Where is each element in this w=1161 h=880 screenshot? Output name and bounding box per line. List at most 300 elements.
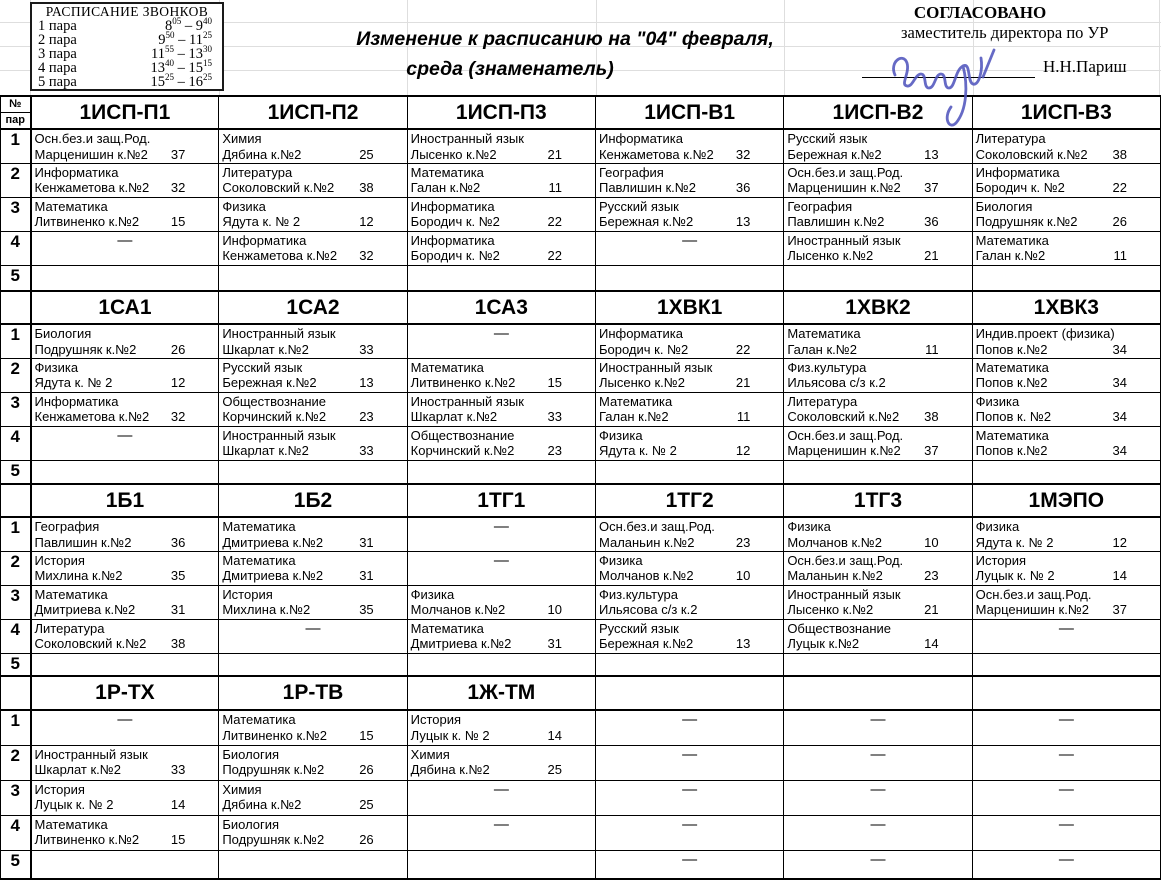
lesson-cell xyxy=(31,551,219,585)
lesson-detail xyxy=(787,443,968,459)
lesson-cabinet-number: 35 xyxy=(359,602,374,617)
schedule-row xyxy=(1,163,1161,197)
lesson-teacher-room: Дмитриева к.№2 xyxy=(222,568,324,583)
pair-column-header xyxy=(1,676,31,710)
no-lesson-dash: — xyxy=(219,619,407,653)
lesson-detail xyxy=(35,214,216,230)
pair-number: 2 xyxy=(1,551,31,585)
schedule-row xyxy=(1,392,1161,426)
lesson-cabinet-number: 15 xyxy=(547,375,562,390)
schedule-row xyxy=(1,850,1161,879)
lesson-cabinet-number: 21 xyxy=(547,146,562,162)
empty-cell xyxy=(595,460,783,484)
lesson-cell xyxy=(595,517,783,551)
lesson-teacher-room: Маланьин к.№2 xyxy=(787,568,883,583)
lesson-teacher-room: Молчанов к.№2 xyxy=(598,568,694,583)
lesson-cabinet-number: 22 xyxy=(735,341,751,357)
lesson-teacher-room: Павлишин к.№2 xyxy=(34,534,132,550)
pair-number: 4 xyxy=(1,426,31,460)
group-header: 1МЭПО xyxy=(972,484,1160,517)
lesson-teacher-room: Бородич к. №2 xyxy=(975,180,1065,195)
lesson-cabinet-number: 11 xyxy=(925,341,939,357)
bell-pair-time: $15^{25} - 16^{25}$ xyxy=(150,72,212,91)
lesson-teacher-room: Павлишин к.№2 xyxy=(787,214,885,229)
lesson-cell xyxy=(972,324,1160,358)
approval-role: заместитель директора по УР xyxy=(901,23,1109,42)
lesson-cabinet-number: 11 xyxy=(548,180,562,195)
schedule-row xyxy=(1,324,1161,358)
group-header: 1СА3 xyxy=(407,291,595,324)
empty-cell xyxy=(784,460,972,484)
lesson-subject: Физика xyxy=(598,552,643,568)
no-lesson-dash: — xyxy=(31,426,219,460)
lesson-cell xyxy=(219,745,407,780)
lesson-teacher-room: Галан к.№2 xyxy=(410,180,481,195)
empty-cell xyxy=(219,265,407,291)
bell-pair-time: $13^{40} - 15^{15}$ xyxy=(150,58,212,77)
lesson-cabinet-number: 15 xyxy=(359,727,374,743)
lesson-detail xyxy=(35,832,216,848)
empty-cell xyxy=(31,460,219,484)
lesson-cabinet-number: 33 xyxy=(547,409,562,424)
lesson-cabinet-number: 14 xyxy=(1112,568,1127,583)
lesson-cell xyxy=(31,129,219,163)
lesson-cell xyxy=(972,163,1160,197)
lesson-subject: Обществознание xyxy=(410,427,515,443)
lesson-detail xyxy=(222,147,403,163)
lesson-subject: История xyxy=(222,586,273,602)
lesson-cell xyxy=(219,324,407,358)
lesson-teacher-room: Соколовский к.№2 xyxy=(787,409,900,424)
lesson-detail xyxy=(35,375,216,391)
empty-cell xyxy=(972,653,1160,676)
no-lesson-dash: — xyxy=(407,780,595,815)
pair-number: 4 xyxy=(1,619,31,653)
pair-number: 3 xyxy=(1,197,31,231)
schedule-row xyxy=(1,710,1161,745)
lesson-subject: Химия xyxy=(410,746,450,762)
bell-pair-time: $11^{55} - 13^{30}$ xyxy=(151,44,212,63)
lesson-subject: Математика xyxy=(787,326,861,341)
lesson-cabinet-number: 31 xyxy=(170,602,186,617)
group-header: 1ТГ1 xyxy=(407,484,595,517)
lesson-teacher-room: Бережная к.№2 xyxy=(222,375,317,390)
lesson-teacher-room: Шкарлат к.№2 xyxy=(222,341,309,357)
lesson-cabinet-number: 25 xyxy=(359,797,374,812)
lesson-cell xyxy=(219,197,407,231)
lesson-detail xyxy=(35,147,216,163)
lesson-teacher-room: Михлина к.№2 xyxy=(222,602,311,617)
pair-number: 2 xyxy=(1,358,31,392)
lesson-subject: Информатика xyxy=(410,232,495,248)
empty-cell xyxy=(784,653,972,676)
lesson-cell xyxy=(407,231,595,265)
lesson-detail xyxy=(787,568,968,584)
lesson-detail xyxy=(35,762,216,778)
lesson-subject: Литература xyxy=(34,620,105,636)
bell-schedule-title: РАСПИСАНИЕ ЗВОНКОВ xyxy=(45,4,209,19)
lesson-teacher-room: Марценишин к.№2 xyxy=(787,443,901,458)
lesson-detail xyxy=(976,602,1157,618)
lesson-subject: Русский язык xyxy=(598,198,679,214)
lesson-subject: Обществознание xyxy=(787,620,891,636)
lesson-subject: География xyxy=(34,519,100,534)
lesson-teacher-room: Подрушняк к.№2 xyxy=(975,214,1078,229)
no-lesson-dash: — xyxy=(595,745,783,780)
lesson-cell xyxy=(784,517,972,551)
bell-pair-time: $8^{05} - 9^{40}$ xyxy=(165,16,212,34)
lesson-cabinet-number: 32 xyxy=(170,180,186,195)
lesson-cell xyxy=(31,815,219,850)
lesson-cell xyxy=(784,551,972,585)
lesson-cell xyxy=(595,426,783,460)
lesson-cabinet-number: 38 xyxy=(170,636,186,651)
lesson-cabinet-number: 37 xyxy=(170,146,186,162)
lesson-detail xyxy=(599,342,780,358)
group-header-empty xyxy=(972,676,1160,710)
no-lesson-dash: — xyxy=(784,850,972,879)
lesson-subject: Математика xyxy=(34,586,108,602)
lesson-teacher-room: Соколовский к.№2 xyxy=(34,636,147,651)
lesson-teacher-room: Литвиненко к.№2 xyxy=(410,375,516,390)
lesson-cabinet-number: 38 xyxy=(1112,146,1127,162)
lesson-detail xyxy=(222,568,403,584)
lesson-cell xyxy=(31,745,219,780)
lesson-cell xyxy=(407,426,595,460)
lesson-teacher-room: Ядута к. № 2 xyxy=(222,214,301,229)
lesson-cell xyxy=(219,815,407,850)
lesson-subject: Иностранный язык xyxy=(787,586,901,602)
lesson-detail xyxy=(35,342,216,358)
lesson-subject: Иностранный язык xyxy=(222,326,336,341)
pair-number: 4 xyxy=(1,231,31,265)
lesson-detail xyxy=(787,248,968,264)
lesson-subject: Осн.без.и защ.Род. xyxy=(34,131,151,146)
no-lesson-dash: — xyxy=(972,815,1160,850)
no-lesson-dash: — xyxy=(784,815,972,850)
no-lesson-dash: — xyxy=(784,745,972,780)
gridline-v xyxy=(1159,0,1160,95)
lesson-cabinet-number: 23 xyxy=(547,443,562,458)
lesson-cabinet-number: 37 xyxy=(1112,602,1127,617)
lesson-detail xyxy=(599,602,780,618)
lesson-subject: Иностранный язык xyxy=(222,427,336,443)
lesson-cell xyxy=(31,780,219,815)
bell-pair-label: 4 пара xyxy=(38,60,77,77)
lesson-subject: Осн.без.и защ.Род. xyxy=(787,427,904,443)
lesson-subject: Иностранный язык xyxy=(598,359,713,375)
lesson-teacher-room: Дябина к.№2 xyxy=(222,797,302,812)
lesson-subject: Физ.культура xyxy=(787,359,867,375)
lesson-teacher-room: Дябина к.№2 xyxy=(222,146,302,162)
lesson-cabinet-number: 12 xyxy=(1112,534,1127,550)
no-lesson-dash: — xyxy=(407,324,595,358)
lesson-cabinet-number: 36 xyxy=(735,180,751,195)
lesson-cabinet-number: 12 xyxy=(170,375,186,390)
bell-schedule-box xyxy=(30,2,224,91)
lesson-cabinet-number: 23 xyxy=(359,409,374,424)
lesson-teacher-room: Литвиненко к.№2 xyxy=(222,727,327,743)
lesson-subject: Физика xyxy=(787,519,831,534)
lesson-subject: Русский язык xyxy=(787,131,868,146)
lesson-detail xyxy=(222,762,403,778)
no-lesson-dash: — xyxy=(595,780,783,815)
lesson-subject: Иностранный язык xyxy=(410,393,524,409)
schedule-row xyxy=(1,460,1161,484)
lesson-subject: Иностранный язык xyxy=(34,746,148,762)
group-header: 1ИСП-В2 xyxy=(784,96,972,129)
lesson-cabinet-number: 14 xyxy=(547,727,562,743)
lesson-detail xyxy=(976,568,1157,584)
lesson-cell xyxy=(31,619,219,653)
schedule-row xyxy=(1,745,1161,780)
schedule-row xyxy=(1,231,1161,265)
lesson-detail xyxy=(787,214,968,230)
lesson-cabinet-number: 36 xyxy=(924,214,939,229)
lesson-subject: Математика xyxy=(975,427,1049,443)
lesson-cabinet-number: 10 xyxy=(547,602,562,617)
approval-heading: СОГЛАСОВАНО xyxy=(913,3,1047,22)
lesson-cabinet-number: 26 xyxy=(1112,214,1127,229)
group-header: 1ИСП-В1 xyxy=(595,96,783,129)
lesson-cabinet-number: 25 xyxy=(547,762,562,777)
lesson-subject: Литература xyxy=(787,393,858,409)
lesson-cell xyxy=(219,585,407,619)
lesson-subject: Информатика xyxy=(975,164,1060,180)
lesson-subject: История xyxy=(34,552,85,568)
lesson-subject: История xyxy=(410,712,462,727)
lesson-subject: Математика xyxy=(34,816,108,832)
lesson-cell xyxy=(219,517,407,551)
lesson-detail xyxy=(599,214,780,230)
bell-pair-time: $9^{50} - 11^{25}$ xyxy=(158,30,212,49)
approver-name: Н.Н.Париш xyxy=(1043,57,1127,76)
lesson-cell xyxy=(784,585,972,619)
lesson-cell xyxy=(31,324,219,358)
lesson-subject: Математика xyxy=(598,393,673,409)
lesson-teacher-room: Шкарлат к.№2 xyxy=(222,443,309,458)
group-header: 1Р-ТВ xyxy=(219,676,407,710)
schedule-row xyxy=(1,517,1161,551)
lesson-cell xyxy=(784,619,972,653)
schedule-row xyxy=(1,426,1161,460)
lesson-teacher-room: Ядута к. № 2 xyxy=(598,443,677,458)
lesson-teacher-room: Литвиненко к.№2 xyxy=(34,832,140,847)
lesson-teacher-room: Соколовский к.№2 xyxy=(975,146,1088,162)
lesson-cabinet-number: 22 xyxy=(1112,180,1127,195)
lesson-detail xyxy=(976,214,1157,230)
lesson-cell xyxy=(972,129,1160,163)
lesson-detail xyxy=(222,342,403,358)
lesson-cabinet-number: 11 xyxy=(736,409,751,424)
schedule-row xyxy=(1,585,1161,619)
lesson-teacher-room: Корчинский к.№2 xyxy=(222,409,327,424)
lesson-cabinet-number: 13 xyxy=(924,146,939,162)
no-lesson-dash: — xyxy=(31,231,219,265)
schedule-row xyxy=(1,265,1161,291)
empty-cell xyxy=(219,653,407,676)
lesson-cabinet-number: 26 xyxy=(359,762,374,777)
lesson-detail xyxy=(222,728,403,744)
lesson-cabinet-number: 14 xyxy=(924,636,939,651)
lesson-teacher-room: Бережная к.№2 xyxy=(787,146,882,162)
top-band xyxy=(0,0,1161,95)
document-title-line2: среда (знаменатель) xyxy=(406,58,614,80)
lesson-teacher-room: Галан к.№2 xyxy=(598,409,669,424)
no-lesson-dash: — xyxy=(595,815,783,850)
lesson-cabinet-number: 31 xyxy=(359,568,374,583)
lesson-detail xyxy=(976,180,1157,196)
group-header: 1ИСП-П2 xyxy=(219,96,407,129)
lesson-cell xyxy=(407,745,595,780)
lesson-cabinet-number: 25 xyxy=(359,146,374,162)
group-header: 1ИСП-П1 xyxy=(31,96,219,129)
lesson-cabinet-number: 12 xyxy=(359,214,374,229)
schedule-row xyxy=(1,653,1161,676)
group-header-empty xyxy=(784,676,972,710)
lesson-teacher-room: Молчанов к.№2 xyxy=(410,602,506,617)
document-title-line1: Изменение к расписанию на "04" февраля, xyxy=(356,28,774,50)
lesson-teacher-room: Попов к.№2 xyxy=(975,443,1048,458)
lesson-cabinet-number: 37 xyxy=(924,180,939,195)
schedule-row xyxy=(1,780,1161,815)
bell-row xyxy=(38,16,216,34)
lesson-cabinet-number: 34 xyxy=(1112,443,1127,458)
lesson-detail xyxy=(222,180,403,196)
lesson-cabinet-number: 21 xyxy=(924,602,939,617)
pair-column-header xyxy=(1,96,31,129)
lesson-teacher-room: Литвиненко к.№2 xyxy=(34,214,140,229)
group-header: 1ИСП-П3 xyxy=(407,96,595,129)
group-header: 1ХВК1 xyxy=(595,291,783,324)
empty-cell xyxy=(31,850,219,879)
lesson-detail xyxy=(787,409,968,425)
group-header: 1СА2 xyxy=(219,291,407,324)
lesson-detail xyxy=(222,214,403,230)
lesson-detail xyxy=(222,535,403,551)
lesson-subject: Химия xyxy=(222,131,262,146)
lesson-subject: Химия xyxy=(222,781,262,797)
lesson-cell xyxy=(407,710,595,745)
lesson-cell xyxy=(407,197,595,231)
schedule-row xyxy=(1,197,1161,231)
lesson-cabinet-number: 12 xyxy=(735,443,751,458)
lesson-detail xyxy=(411,728,592,744)
lesson-subject: Обществознание xyxy=(222,393,327,409)
lesson-cell xyxy=(595,358,783,392)
lesson-subject: Физика xyxy=(222,198,266,214)
lesson-cabinet-number: 11 xyxy=(1113,248,1127,263)
lesson-subject: Биология xyxy=(34,326,92,341)
empty-cell xyxy=(219,850,407,879)
lesson-detail xyxy=(599,568,780,584)
lesson-teacher-room: Попов к.№2 xyxy=(975,341,1048,357)
lesson-detail xyxy=(976,375,1157,391)
lesson-subject: Математика xyxy=(410,164,484,180)
lesson-teacher-room: Ядута к. № 2 xyxy=(34,375,113,390)
signature-line xyxy=(862,62,1035,78)
lesson-detail xyxy=(222,443,403,459)
pair-number: 2 xyxy=(1,163,31,197)
lesson-subject: Осн.без.и защ.Род. xyxy=(975,586,1092,602)
lesson-cabinet-number: 15 xyxy=(170,214,186,229)
lesson-teacher-room: Кенжаметова к.№2 xyxy=(222,248,338,263)
lesson-subject: Математика xyxy=(975,359,1049,375)
pair-number: 4 xyxy=(1,815,31,850)
pair-number: 5 xyxy=(1,460,31,484)
empty-cell xyxy=(972,460,1160,484)
lesson-cabinet-number: 34 xyxy=(1112,375,1127,390)
lesson-detail xyxy=(411,409,592,425)
lesson-teacher-room: Галан к.№2 xyxy=(975,248,1046,263)
lesson-detail xyxy=(35,409,216,425)
lesson-detail xyxy=(222,797,403,813)
lesson-subject: Литература xyxy=(975,131,1046,146)
group-header: 1Б1 xyxy=(31,484,219,517)
lesson-subject: Информатика xyxy=(598,131,683,146)
lesson-cabinet-number: 33 xyxy=(359,443,374,458)
lesson-detail xyxy=(976,248,1157,264)
lesson-teacher-room: Лысенко к.№2 xyxy=(410,146,497,162)
lesson-cabinet-number: 23 xyxy=(735,534,751,550)
schedule-table xyxy=(0,95,1161,880)
pair-col-header-line2: пар xyxy=(5,114,25,126)
lesson-cell xyxy=(784,129,972,163)
lesson-detail xyxy=(976,443,1157,459)
lesson-subject: Русский язык xyxy=(222,359,303,375)
lesson-cabinet-number: 32 xyxy=(170,409,186,424)
lesson-cabinet-number: 23 xyxy=(924,568,939,583)
lesson-detail xyxy=(787,636,968,652)
no-lesson-dash: — xyxy=(595,231,783,265)
group-header: 1ТГ2 xyxy=(595,484,783,517)
schedule-row xyxy=(1,619,1161,653)
lesson-teacher-room: Корчинский к.№2 xyxy=(410,443,515,458)
empty-cell xyxy=(407,265,595,291)
lesson-detail xyxy=(411,248,592,264)
lesson-cell xyxy=(595,163,783,197)
empty-cell xyxy=(31,265,219,291)
lesson-subject: Математика xyxy=(975,232,1049,248)
lesson-subject: Осн.без.и защ.Род. xyxy=(787,552,904,568)
empty-cell xyxy=(31,653,219,676)
lesson-teacher-room: Ильясова с/з к.2 xyxy=(598,602,698,617)
lesson-subject: Информатика xyxy=(222,232,307,248)
lesson-teacher-room: Дмитриева к.№2 xyxy=(222,534,324,550)
lesson-detail xyxy=(787,535,968,551)
lesson-teacher-room: Молчанов к.№2 xyxy=(787,534,882,550)
lesson-cell xyxy=(972,551,1160,585)
lesson-cell xyxy=(407,619,595,653)
no-lesson-dash: — xyxy=(407,551,595,585)
lesson-cell xyxy=(784,231,972,265)
lesson-teacher-room: Кенжаметова к.№2 xyxy=(598,146,714,162)
lesson-detail xyxy=(787,180,968,196)
lesson-subject: Физика xyxy=(975,519,1020,534)
schedule-row xyxy=(1,551,1161,585)
lesson-subject: Физика xyxy=(975,393,1020,409)
lesson-teacher-room: Лысенко к.№2 xyxy=(787,602,874,617)
lesson-subject: Информатика xyxy=(410,198,495,214)
lesson-cell xyxy=(219,426,407,460)
lesson-cabinet-number: 31 xyxy=(547,636,562,651)
lesson-cell xyxy=(219,551,407,585)
lesson-cell xyxy=(972,585,1160,619)
lesson-teacher-room: Дябина к.№2 xyxy=(410,762,490,777)
lesson-cell xyxy=(784,197,972,231)
lesson-cabinet-number: 13 xyxy=(735,214,751,229)
lesson-subject: Физ.культура xyxy=(598,586,679,602)
